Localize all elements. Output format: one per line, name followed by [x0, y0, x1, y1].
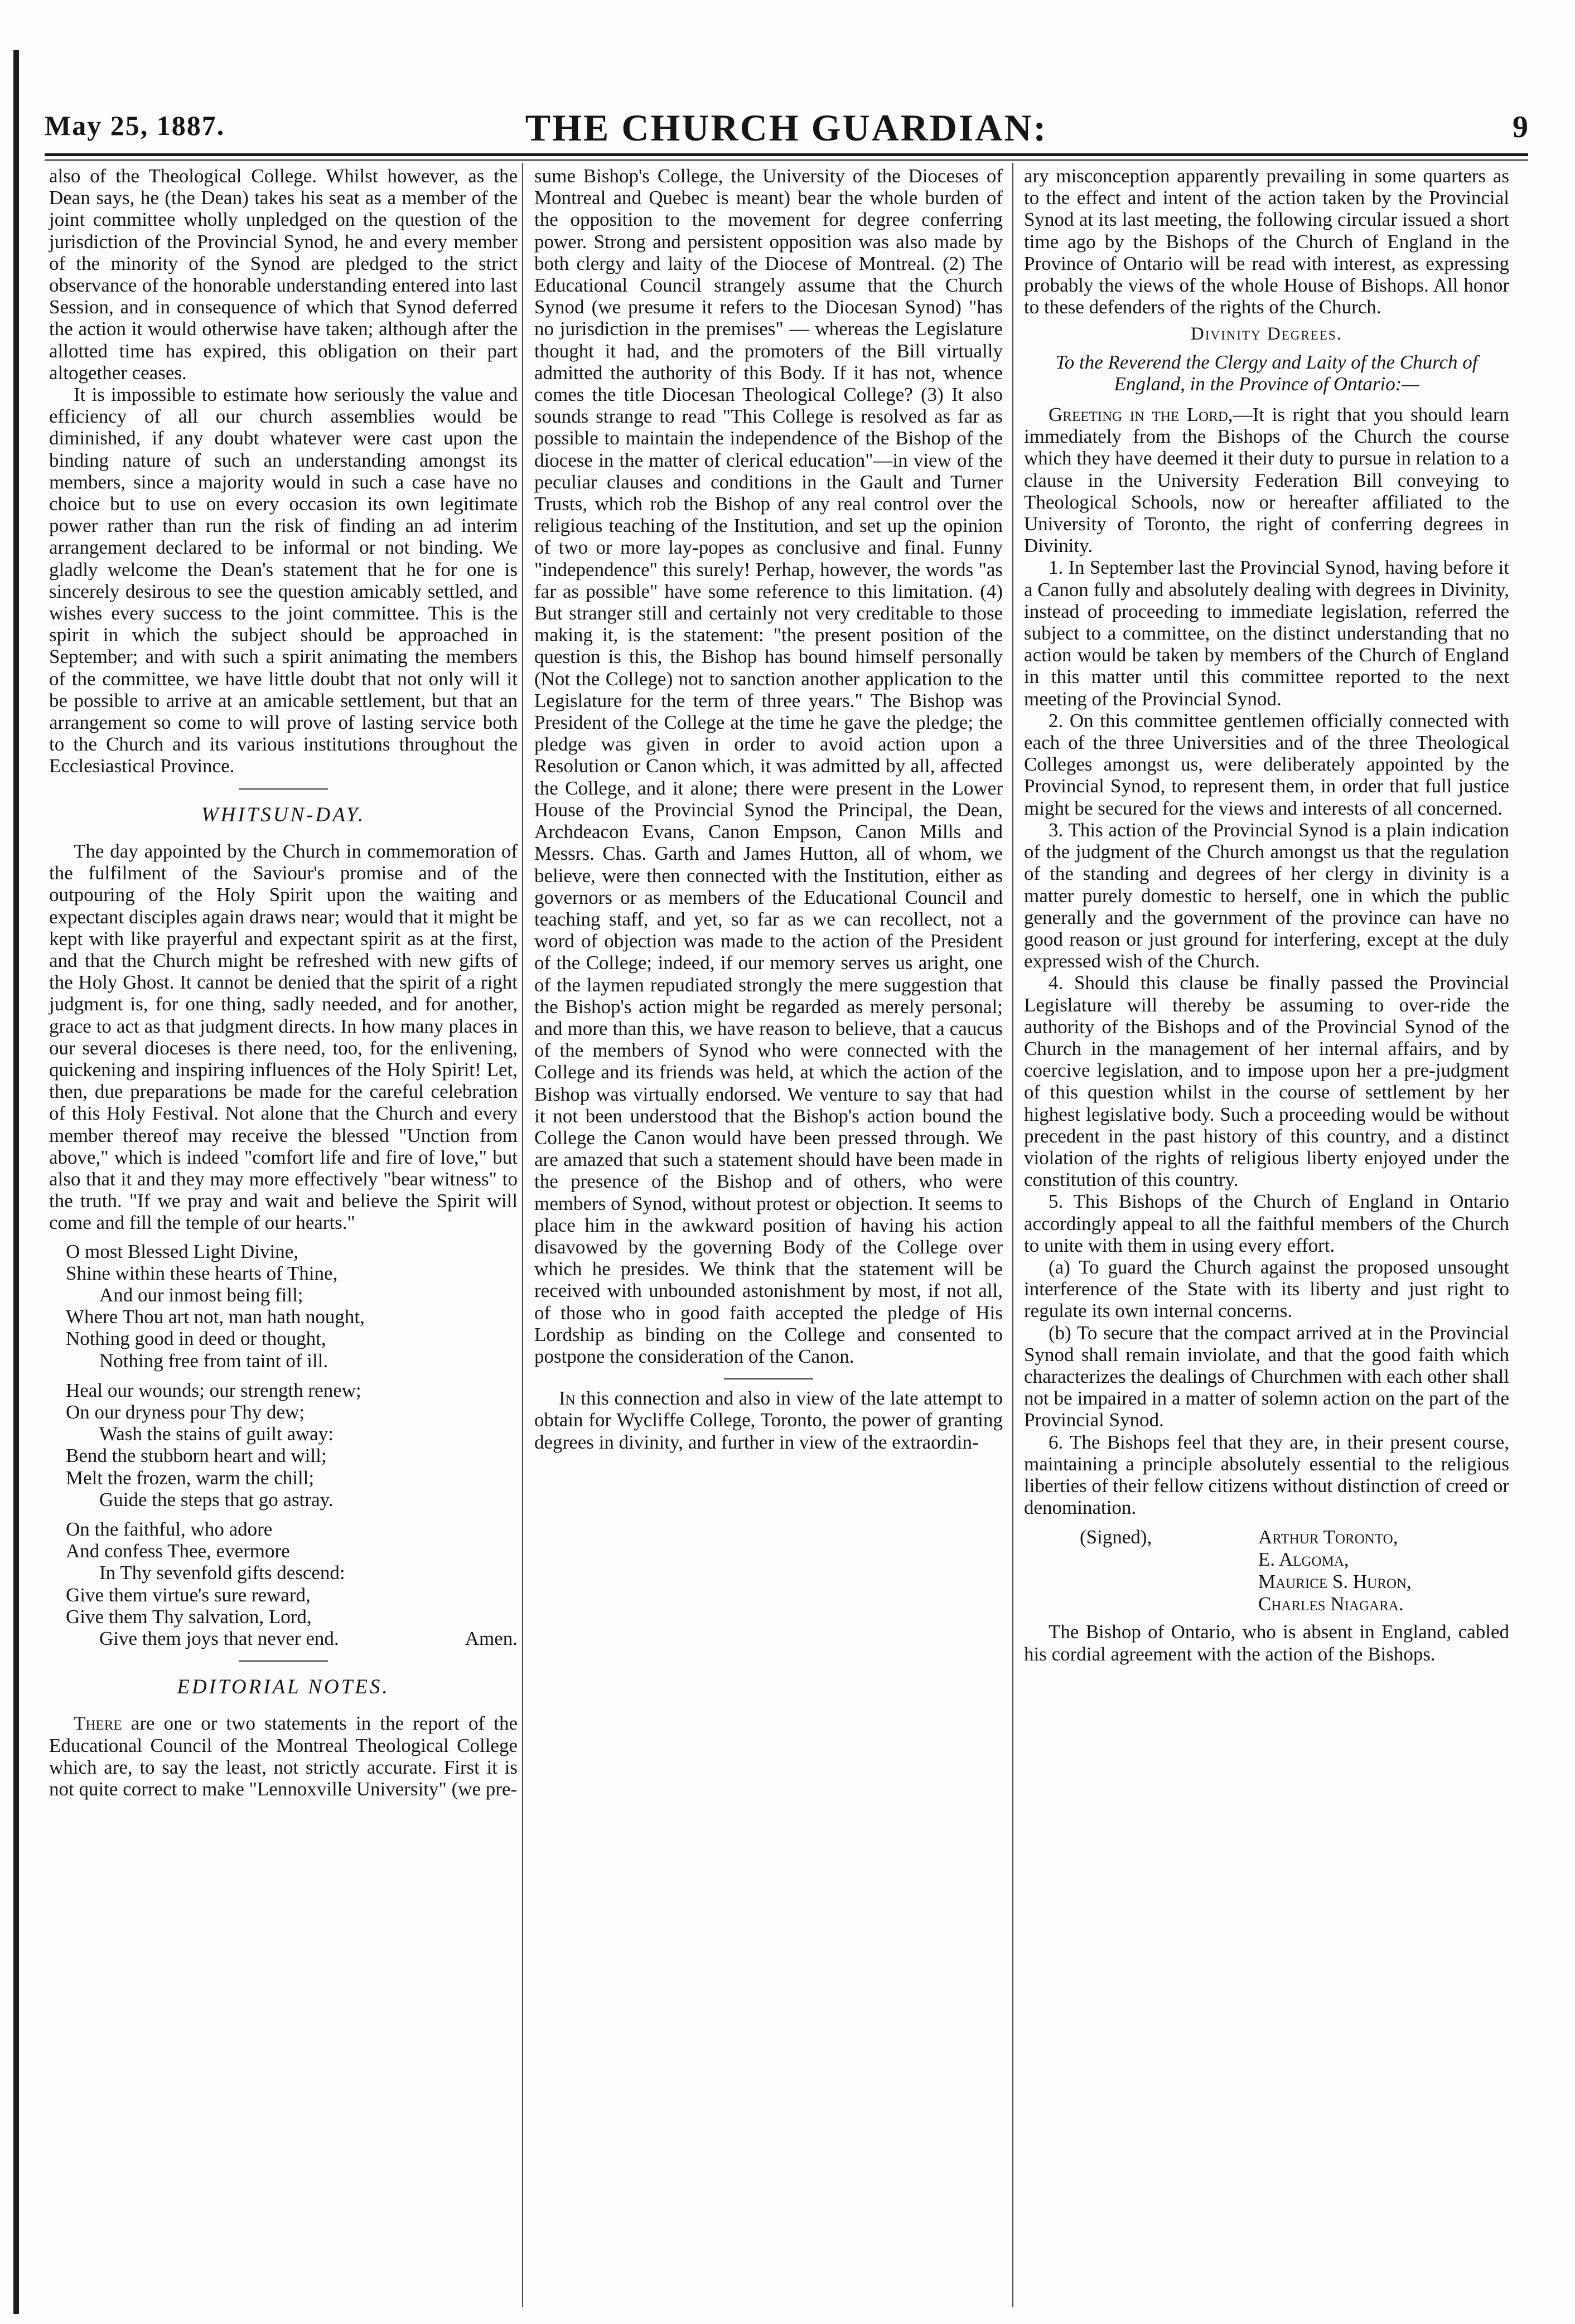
signed-label: (Signed), — [1080, 1526, 1152, 1548]
verse-line: Nothing good in deed or thought, — [66, 1328, 326, 1350]
verse-last-line — [66, 1628, 518, 1649]
column-3 — [1024, 165, 1509, 1665]
section-divider — [239, 1660, 328, 1662]
masthead — [45, 106, 1528, 151]
editorial-notes-heading: EDITORIAL NOTES. — [177, 1676, 390, 1699]
dean-statement-paragraph: also of the Theological College. Whilst however, as the Dean says, he (the Dean) takes his seat as a member of the joint committee wholly unpledged on the question of the jurisdiction of the Provincial Synod, he and every member of the minority of the Synod are pledged to the strict observance of the honorable understanding entered into last Session, and in consequence of which that Synod deferred the action it would otherwise have taken; although after the allotted time has expired, this obligation on their part altogether ceases. — [49, 165, 518, 384]
verse-line: Nothing free from taint of ill. — [99, 1349, 328, 1372]
section-divider — [724, 1378, 813, 1379]
circular-item: 4. Should this clause be finally passed the Provincial Legislature will thereby be assuming to over-ride the authority of the Bishops and of the Provincial Synod of the Church in the management of her internal affairs, and by coercive legislation, and to impose upon her a pre-judgment of this question whilst in the course of settlement by her highest legislative body. Such a proceeding would be without precedent in the past history of this country, and a distinct violation of the rights of religious liberty enjoyed under the constitution of this country. — [1024, 972, 1509, 1191]
circular-item: (a) To guard the Church against the proposed unsought interference of the State with its liberty and just right to regulate its own internal concerns. — [1024, 1256, 1509, 1322]
signatory-name: E. Algoma, — [1258, 1548, 1349, 1571]
verse-line: Give them Thy salvation, Lord, — [66, 1605, 312, 1628]
circular-address: To the Reverend the Clergy and Laity of the Church of England, in the Province of Ontario:— — [1055, 351, 1478, 395]
whitsun-day-paragraph: The day appointed by the Church in commemoration of the fulfilment of the Saviour's promise and of the outpouring of the Holy Spirit upon the waiting and expectant disciples again draws near; would that it might be kept with like prayerful and expectant spirit as at the first, and that the Church might be refreshed with new gifts of the Holy Ghost. It cannot be denied that the spirit of a right judgment is, for one thing, sadly needed, and for another, grace to act as that judgment directs. In how many places in our several dioceses is there need, too, for the enlivening, quickening and inspiring influences of the Holy Spirit! Let, then, due preparations be made for the careful celebration of this Holy Festival. Not alone that the Church and every member thereof may receive the blessed "Unction from above," which is indeed "comfort life and fire of love," but also that it and they may more effectively "bear witness" to the truth. "If we pray and wait and believe the Spirit will come and fill the temple of our hearts." — [49, 840, 518, 1234]
circular-items — [1024, 556, 1509, 1518]
masthead-rule-thin — [45, 159, 1528, 161]
wycliffe-text: this connection and also in view of the late attempt to obtain for Wycliffe College, Toronto, the power of granting degrees in divinity, and further in view of the extraordin- — [534, 1387, 1003, 1453]
signatory-name: Maurice S. Huron, — [1258, 1571, 1412, 1593]
page-binding-edge — [13, 50, 19, 2314]
verse-line: On the faithful, who adore — [66, 1518, 273, 1540]
circular-item: 5. This Bishops of the Church of England in Ontario accordingly appeal to all the faithful members of the Church to unite with them in using every effort. — [1024, 1190, 1509, 1256]
signature-block — [1024, 1526, 1509, 1615]
signatory-name: Charles Niagara. — [1258, 1593, 1404, 1615]
greeting-paragraph — [1024, 404, 1509, 556]
column-divider-2 — [1012, 163, 1013, 2307]
verse-line: Give them joys that never end. — [99, 1628, 339, 1649]
greeting-lead: Greeting in the Lord, — [1049, 404, 1233, 426]
editorial-notes-paragraph — [49, 1712, 518, 1800]
signatories-list — [1258, 1526, 1509, 1615]
column-1 — [49, 165, 518, 1800]
wycliffe-paragraph — [534, 1387, 1003, 1453]
column-2 — [534, 165, 1003, 1453]
circular-item: 6. The Bishops feel that they are, in their present course, maintaining a principle absolutely essential to the religious liberties of their fellow citizens without distinction of creed or denomination. — [1024, 1431, 1509, 1519]
closing-paragraph: The Bishop of Ontario, who is absent in England, cabled his cordial agreement with the action of the Bishops. — [1024, 1621, 1509, 1665]
whitsun-day-heading: WHITSUN-DAY. — [201, 803, 366, 826]
divinity-degrees-heading: Divinity Degrees. — [1191, 324, 1342, 345]
verse-line — [66, 1510, 518, 1518]
verse-line: Shine within these hearts of Thine, — [66, 1262, 338, 1284]
editorial-notes-text: are one or two statements in the report of the Educational Council of the Montreal Theological College which are, to say the least, not strictly accurate. First it is not quite correct to make "Lennoxville University" (we pre- — [49, 1712, 518, 1800]
circular-item: 2. On this committee gentlemen officially connected with each of the three Universities and of the three Theological Colleges amongst us, were deliberately appointed by the Provincial Synod, to represent them, in order that full justice might be secured for the views and interests of all concerned. — [1024, 709, 1509, 819]
verse-line: Melt the frozen, warm the chill; — [66, 1466, 315, 1489]
verse-line: Guide the steps that go astray. — [99, 1488, 334, 1510]
verse-line: Wash the stains of guilt away: — [99, 1423, 334, 1445]
column-divider-1 — [522, 163, 523, 2307]
verse-line: Bend the stubborn heart and will; — [66, 1445, 327, 1467]
verse-line: Where Thou art not, man hath nought, — [66, 1306, 365, 1328]
church-assemblies-paragraph: It is impossible to estimate how seriously the value and efficiency of all our church assemblies would be diminished, if any doubt whatever were cast upon the binding nature of such an understanding amongst its members, since a majority would in such a case have no choice but to use on every occasion its own legitimate power rather than run the risk of finding an ad interim arrangement declared to be informal or not binding. We gladly welcome the Dean's statement that he for one is sincerely desirous to see the question amicably settled, and wishes every success to the joint committee. This is the spirit in which the subject should be approached in September; and with such a spirit animating the members of the committee, we have little doubt that not only will it be possible to arrive at an amicable settlement, but that an arrangement so come to will prove of lasting service both to the Church and its various institutions throughout the Ecclesiastical Province. — [49, 384, 518, 777]
signatory-name: Arthur Toronto, — [1258, 1526, 1398, 1548]
verse-line: Heal our wounds; our strength renew; — [66, 1379, 361, 1401]
montreal-college-paragraph: sume Bishop's College, the University of the Dioceses of Montreal and Quebec is meant) bear the whole burden of the opposition to the movement for degree conferring power. Strong and persistent opposition was also made by both clergy and laity of the Diocese of Montreal. (2) The Educational Council strangely assume that the Church Synod (we presume it refers to the Diocesan Synod) "has no jurisdiction in the premises" — whereas the Legislature thought it had, and the promoters of the Bill virtually admitted the authority of this Body. If it has not, whence comes the title Diocesan Theological College? (3) It also sounds strange to read "This College is resolved as far as possible to maintain the independence of the Bishop of the diocese in the matter of clerical education"—in view of the peculiar clauses and conditions in the Gault and Turner Trusts, which rob the Bishop of any real control over the religious teaching of the Institution, and set up the opinion of two or more lay-popes as conclusive and final. Funny "independence" this surely! Perhap, however, the words "as far as possible" have some reference to this limitation. (4) But stranger still and certainly not very creditable to those making it, is the statement: "the present position of the question is this, the Bishop has bound himself personally (Not the College) not to sanction another application to the Legislature for the term of three years." The Bishop was President of the College at the time he gave the pledge; the pledge was given in order to avoid action upon a Resolution or Canon which, it was admitted by all, affected the College, and it alone; there were present in the Lower House of the Provincial Synod the Principal, the Dean, Archdeacon Evans, Canon Empson, Canon Mills and Messrs. Chas. Garth and James Hutton, all of whom, we believe, were then connected with the Institution, either as governors or as members of the Educational Council and teaching staff, and yet, so far as we can recollect, not a word of objection was made to the action of the President of the College; indeed, if our memory serves us aright, one of the laymen repudiated strongly the mere suggestion that the Bishop's action might be regarded as merely personal; and more than this, we have reason to believe, that a caucus of the members of Synod who were connected with the College and its friends was held, at which the action of the Bishop was virtually endorsed. We venture to say that had it not been understood that the Bishop's action bound the College the Canon would have been pressed through. We are amazed that such a statement should have been made in the presence of the Bishop and of others, who were members of Synod, without protest or objection. It seems to place him in the awkward position of having his action disavowed by the governing Body of the College over which he presides. We think that the statement will be received with unbounded astonishment by most, if not all, of those who in good faith accepted the pledge of His Lordship as binding on the College and consented to postpone the consideration of the Canon. — [534, 165, 1003, 1367]
circular-item: (b) To secure that the compact arrived at in the Provincial Synod shall remain inviolate, and that the good faith which characterizes the dealings of Churchmen with each other shall not be impaired in a matter of solemn action on the part of the Provincial Synod. — [1024, 1321, 1509, 1431]
verse-line: On our dryness pour Thy dew; — [66, 1401, 305, 1423]
section-divider — [239, 788, 328, 790]
circular-item: 1. In September last the Provincial Synod, having before it a Canon fully and absolutely dealing with degrees in Divinity, instead of proceeding to immediate legislation, referred the subject to a committee, on the distinct understanding that no action would be taken by members of the Church of England in this matter until this committee reported to the next meeting of the Provincial Synod. — [1024, 556, 1509, 710]
circular-item: 3. This action of the Provincial Synod is a plain indication of the judgment of the Church amongst us that the regulation of the standing and degrees of her clergy in divinity is a matter purely domestic to herself, one in which the public generally and the government of the province can have no good reason or just ground for interfering, except at the duly expressed wish of the Church. — [1024, 819, 1509, 972]
verse-line: O most Blessed Light Divine, — [66, 1240, 299, 1262]
hymn-verse — [66, 1241, 518, 1650]
misconception-paragraph: ary misconception apparently prevailing in some quarters as to the effect and intent of the action taken by the Provincial Synod at its last meeting, the following circular issued a short time ago by the Bishops of the Church of England in the Province of Ontario will be read with interest, as expressing probably the views of the whole House of Bishops. All honor to these defenders of the rights of the Church. — [1024, 165, 1509, 318]
dropcap-lead: There — [74, 1712, 122, 1735]
newspaper-title: THE CHURCH GUARDIAN: — [525, 106, 1048, 149]
greeting-text: —It is right that you should learn immediately from the Bishops of the Church the course which they have deemed it their duty to pursue in relation to a clause in the University Federation Bill conveying to Theological Schools, now or hereafter affiliated to the University of Toronto, the right of conferring degrees in Divinity. — [1024, 404, 1509, 557]
masthead-rule-thick — [45, 153, 1528, 156]
issue-date: May 25, 1887. — [45, 110, 225, 141]
verse-line: And confess Thee, evermore — [66, 1540, 290, 1562]
page-number: 9 — [1513, 110, 1528, 144]
verse-line: And our inmost being fill; — [99, 1284, 303, 1306]
dropcap-lead: In — [559, 1387, 576, 1410]
verse-line — [66, 1372, 518, 1379]
verse-line: In Thy sevenfold gifts descend: — [99, 1562, 345, 1584]
verse-line: Give them virtue's sure reward, — [66, 1584, 311, 1606]
amen-text: Amen. — [465, 1628, 518, 1649]
